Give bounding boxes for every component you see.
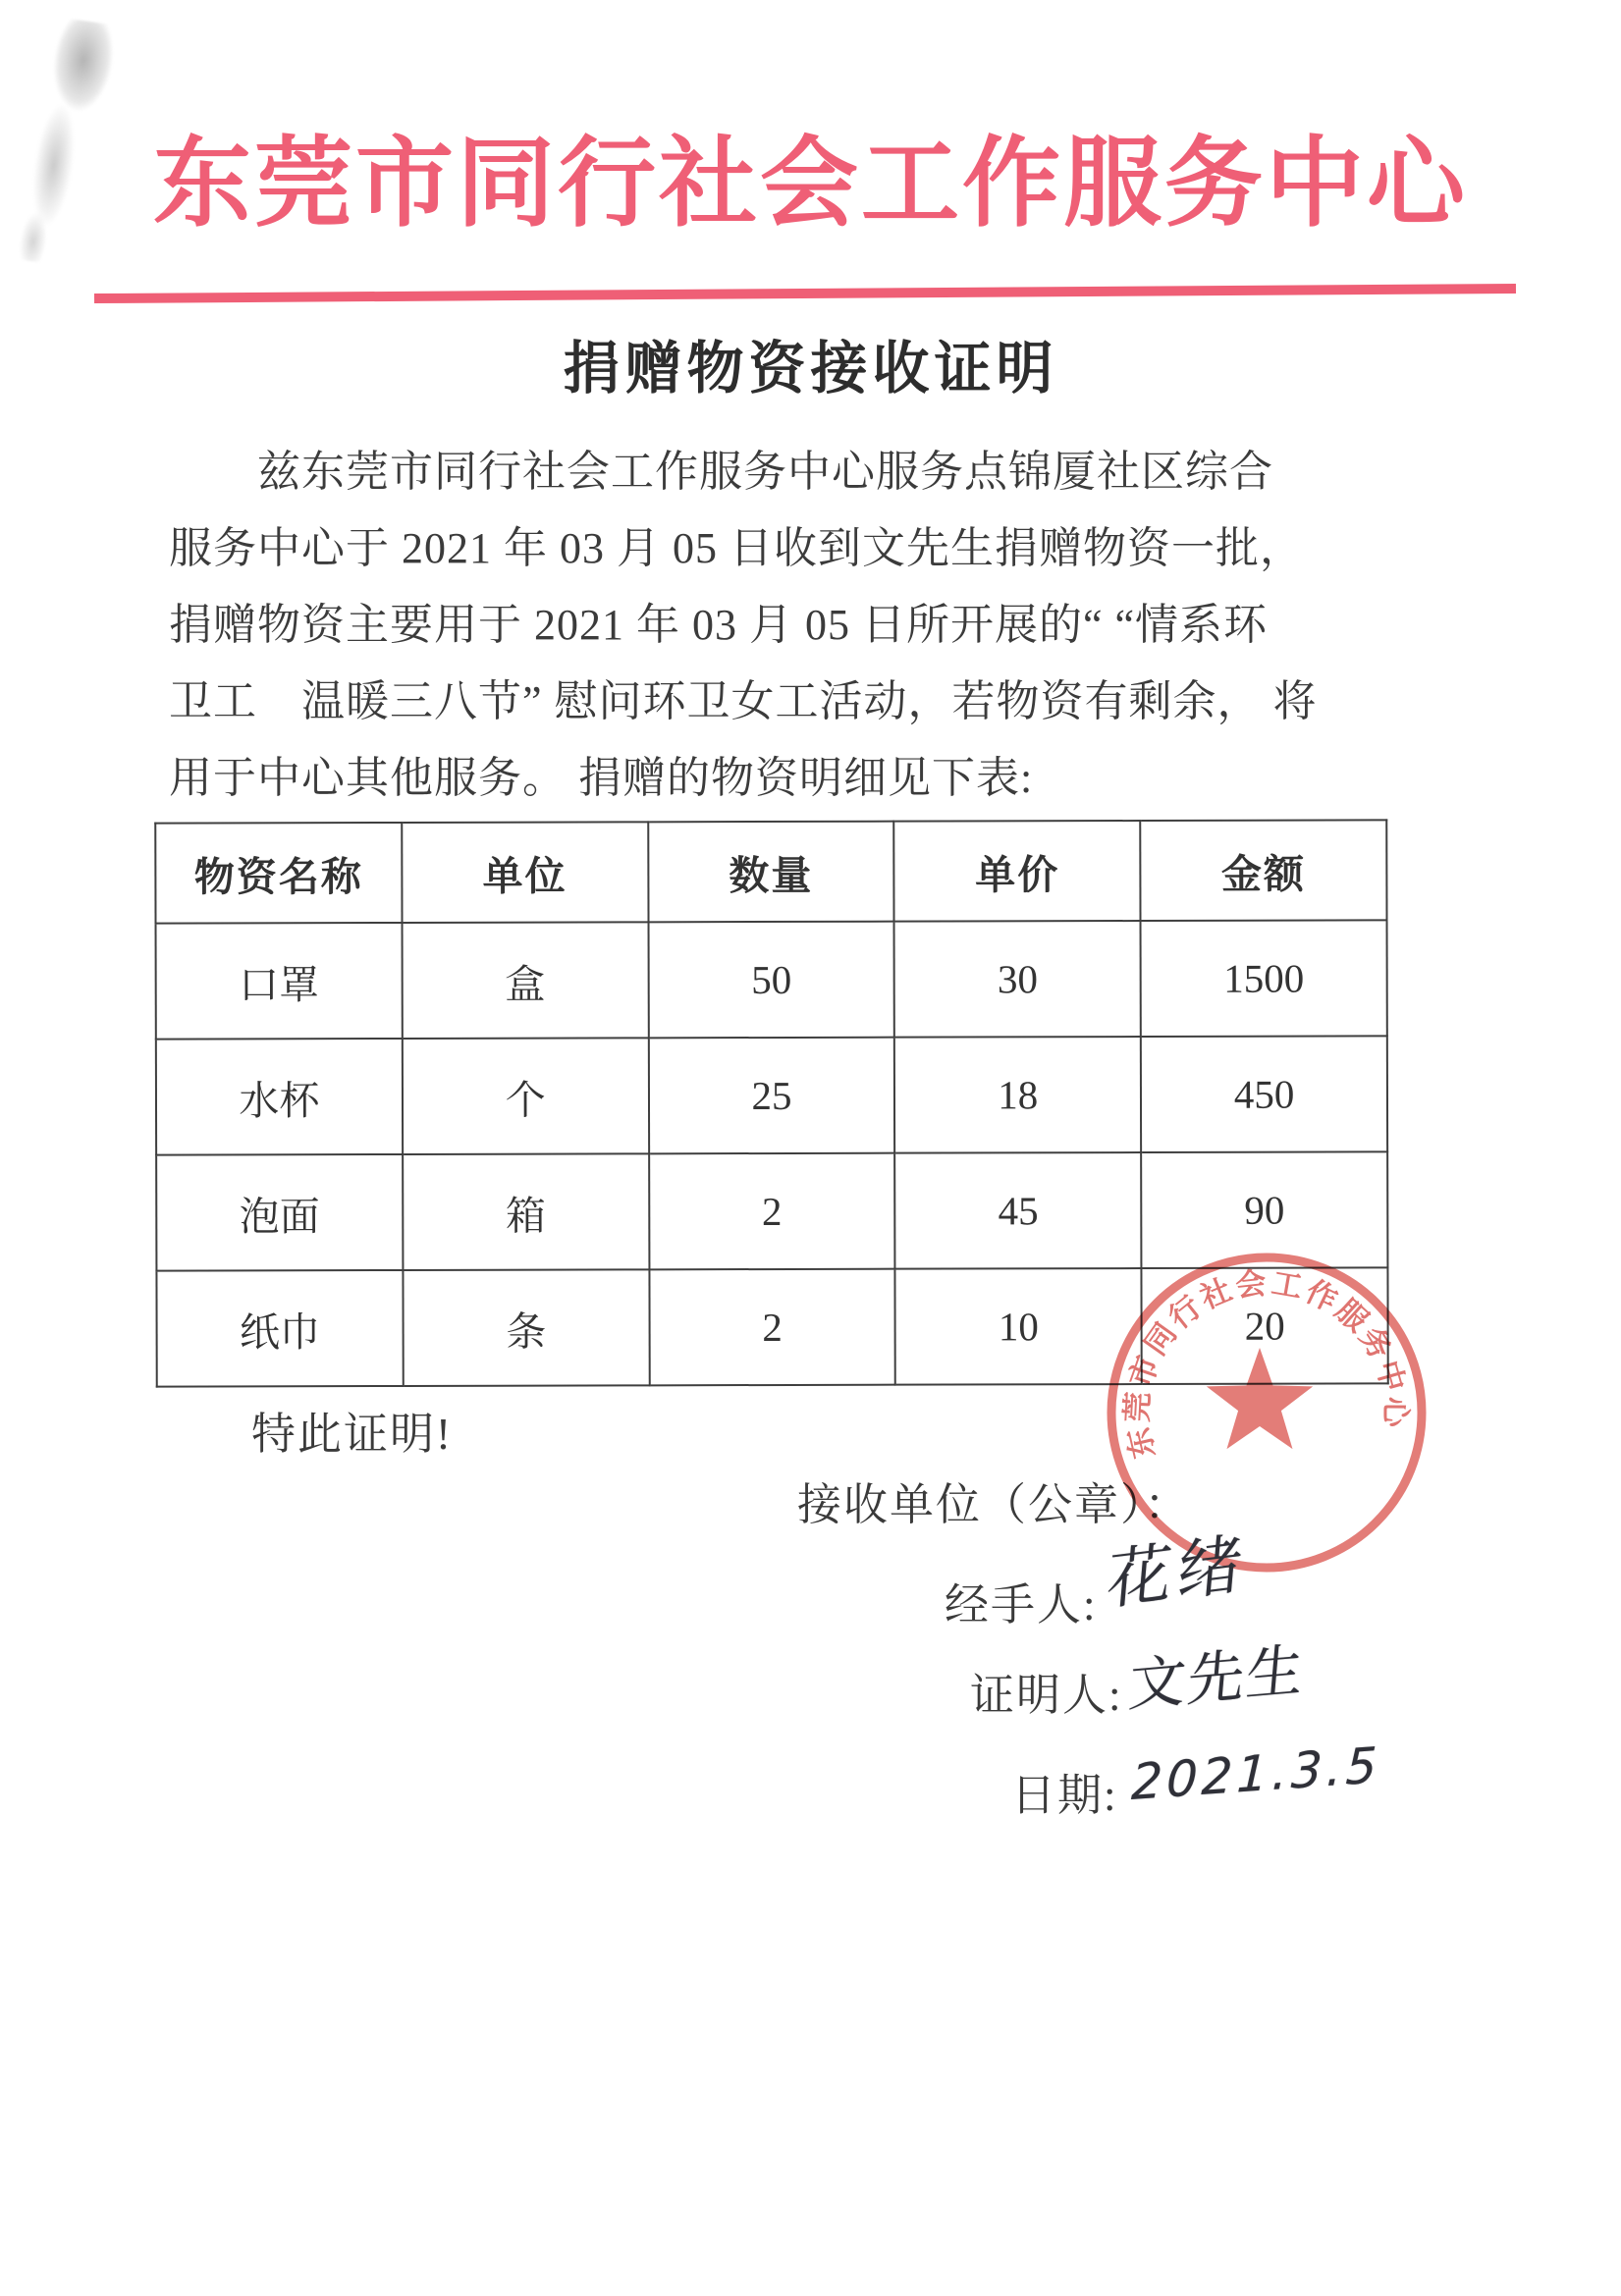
table-cell: 1500 — [1141, 920, 1387, 1037]
table-cell: 口罩 — [156, 923, 403, 1040]
table-cell: 30 — [894, 921, 1141, 1038]
body-line: 用于中心其他服务。 捐赠的物资明细见下表: — [169, 754, 1034, 802]
org-name-header: 东莞市同行社会工作服务中心 — [153, 130, 1468, 239]
table-cell: 2 — [649, 1269, 895, 1386]
table-cell: 450 — [1141, 1036, 1387, 1152]
table-row — [156, 1036, 1387, 1154]
table-cell: 45 — [895, 1152, 1142, 1269]
seal-arc-text: 东莞市同行社会工作服务中心 — [1119, 1265, 1414, 1463]
table-cell: 10 — [895, 1268, 1142, 1385]
attest-statement: 特此证明! — [251, 1410, 453, 1459]
seal-star-icon — [1207, 1348, 1313, 1449]
body-paragraph — [169, 434, 1445, 817]
body-line: 服务中心于 2021 年 03 月 05 日收到文先生捐赠物资一批， — [169, 524, 1304, 572]
body-line: 兹东莞市同行社会工作服务中心服务点锦厦社区综合 — [257, 448, 1273, 496]
column-header-unit: 单位 — [402, 822, 648, 923]
table-cell: 条 — [403, 1269, 649, 1386]
table-cell: 纸巾 — [156, 1270, 403, 1387]
table-cell: 50 — [648, 922, 894, 1039]
header-divider-line — [94, 284, 1516, 303]
table-cell: 泡面 — [156, 1154, 403, 1271]
handler-signature-handwritten: 花绪 — [1104, 1524, 1252, 1620]
table-cell: 20 — [1142, 1267, 1388, 1384]
column-header-quantity: 数量 — [648, 822, 894, 923]
table-row — [156, 920, 1387, 1039]
table-cell: 18 — [894, 1037, 1141, 1153]
table-cell: 25 — [648, 1038, 894, 1154]
table-cell: 90 — [1141, 1151, 1387, 1268]
column-header-item-name: 物资名称 — [155, 823, 402, 924]
column-header-amount: 金额 — [1140, 820, 1386, 921]
date-value-handwritten: 2021.3.5 — [1130, 1735, 1382, 1812]
table-cell: 箱 — [403, 1153, 649, 1270]
column-header-unit-price: 单价 — [894, 821, 1141, 922]
witness-label: 证明人: — [970, 1671, 1123, 1720]
table-cell: 个 — [403, 1038, 649, 1154]
table-cell: 水杯 — [156, 1039, 403, 1155]
table-cell: 盒 — [402, 922, 648, 1039]
body-line: 捐赠物资主要用于 2021 年 03 月 05 日所开展的“ “情系环 — [169, 601, 1269, 649]
handler-label: 经手人: — [945, 1580, 1098, 1629]
date-label: 日期: — [1011, 1771, 1118, 1820]
table-cell: 2 — [649, 1153, 895, 1270]
receiver-unit-label: 接收单位（公章）： — [797, 1480, 1191, 1529]
body-line: 卫工 温暖三八节” 慰问环卫女工活动，若物资有剩余， 将 — [169, 677, 1318, 725]
table-header-row — [155, 820, 1386, 923]
witness-signature-handwritten: 文先生 — [1125, 1635, 1309, 1720]
document-title: 捐赠物资接收证明 — [563, 337, 1058, 400]
